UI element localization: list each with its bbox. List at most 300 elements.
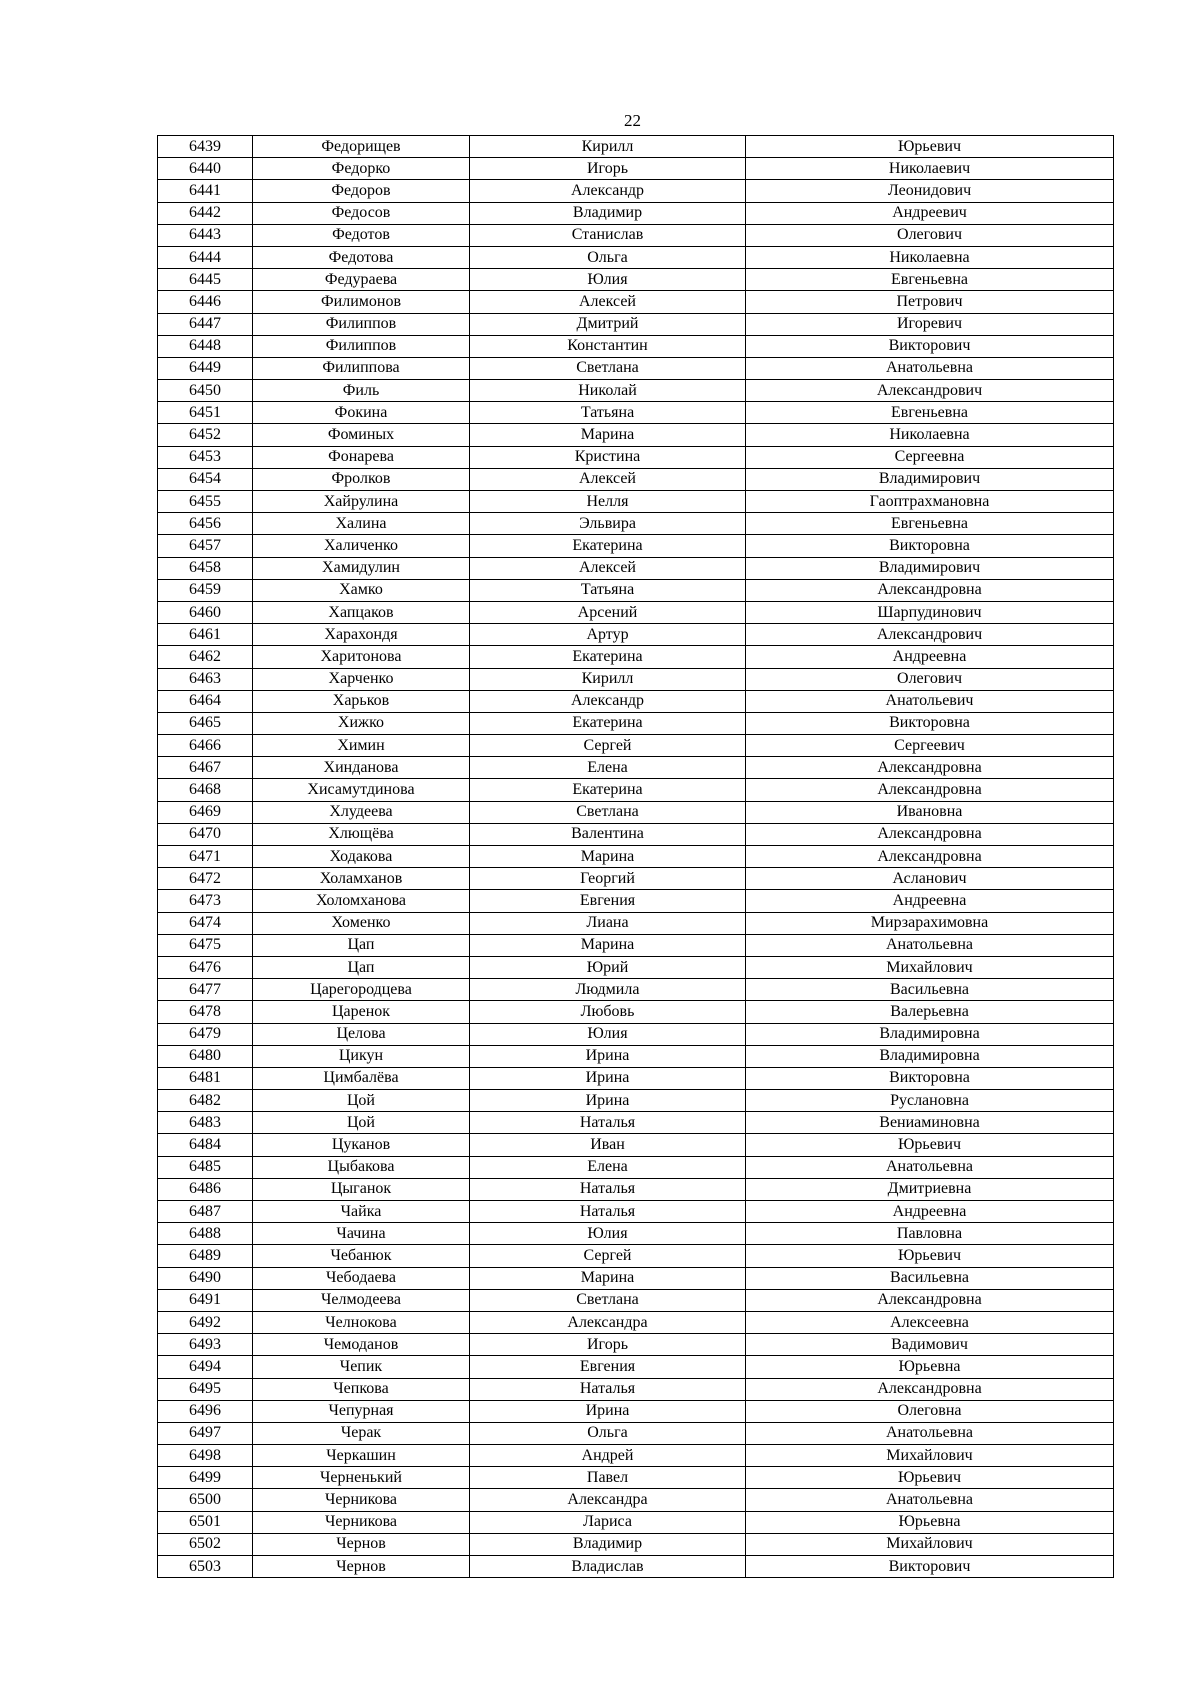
table-row xyxy=(158,402,1114,424)
table-row xyxy=(158,846,1114,868)
patronymic-cell: Викторович xyxy=(746,335,1114,357)
last-name-cell: Федорищев xyxy=(253,136,470,158)
first-name-cell: Алексей xyxy=(470,557,746,579)
last-name-cell: Цимбалёва xyxy=(253,1067,470,1089)
row-number-cell: 6496 xyxy=(158,1400,253,1422)
first-name-cell: Артур xyxy=(470,624,746,646)
first-name-cell: Лариса xyxy=(470,1511,746,1533)
first-name-cell: Юлия xyxy=(470,269,746,291)
last-name-cell: Филиппов xyxy=(253,335,470,357)
patronymic-cell: Евгеньевна xyxy=(746,269,1114,291)
first-name-cell: Евгения xyxy=(470,890,746,912)
table-row xyxy=(158,158,1114,180)
row-number-cell: 6498 xyxy=(158,1445,253,1467)
row-number-cell: 6444 xyxy=(158,246,253,268)
first-name-cell: Александра xyxy=(470,1311,746,1333)
table-row xyxy=(158,246,1114,268)
last-name-cell: Фонарева xyxy=(253,446,470,468)
first-name-cell: Александра xyxy=(470,1489,746,1511)
first-name-cell: Марина xyxy=(470,934,746,956)
table-row xyxy=(158,1067,1114,1089)
first-name-cell: Ирина xyxy=(470,1400,746,1422)
last-name-cell: Царенок xyxy=(253,1001,470,1023)
last-name-cell: Чепик xyxy=(253,1356,470,1378)
first-name-cell: Наталья xyxy=(470,1178,746,1200)
first-name-cell: Кирилл xyxy=(470,136,746,158)
table-row xyxy=(158,601,1114,623)
row-number-cell: 6459 xyxy=(158,579,253,601)
patronymic-cell: Александровна xyxy=(746,1378,1114,1400)
table-row xyxy=(158,202,1114,224)
patronymic-cell: Павловна xyxy=(746,1223,1114,1245)
row-number-cell: 6450 xyxy=(158,380,253,402)
first-name-cell: Андрей xyxy=(470,1445,746,1467)
table-row xyxy=(158,579,1114,601)
last-name-cell: Чебодаева xyxy=(253,1267,470,1289)
first-name-cell: Владимир xyxy=(470,202,746,224)
patronymic-cell: Александрович xyxy=(746,624,1114,646)
first-name-cell: Николай xyxy=(470,380,746,402)
last-name-cell: Цой xyxy=(253,1112,470,1134)
table-row xyxy=(158,1445,1114,1467)
last-name-cell: Холомханова xyxy=(253,890,470,912)
first-name-cell: Иван xyxy=(470,1134,746,1156)
table-row xyxy=(158,757,1114,779)
patronymic-cell: Андреевич xyxy=(746,202,1114,224)
table-row xyxy=(158,424,1114,446)
first-name-cell: Наталья xyxy=(470,1201,746,1223)
patronymic-cell: Николаевна xyxy=(746,246,1114,268)
first-name-cell: Александр xyxy=(470,690,746,712)
table-row xyxy=(158,801,1114,823)
first-name-cell: Георгий xyxy=(470,868,746,890)
patronymic-cell: Сергеевич xyxy=(746,735,1114,757)
row-number-cell: 6439 xyxy=(158,136,253,158)
table-row xyxy=(158,313,1114,335)
row-number-cell: 6502 xyxy=(158,1533,253,1555)
last-name-cell: Федоров xyxy=(253,180,470,202)
table-row xyxy=(158,1489,1114,1511)
table-row xyxy=(158,779,1114,801)
table-row xyxy=(158,1422,1114,1444)
row-number-cell: 6478 xyxy=(158,1001,253,1023)
first-name-cell: Марина xyxy=(470,1267,746,1289)
table-row xyxy=(158,1156,1114,1178)
row-number-cell: 6488 xyxy=(158,1223,253,1245)
row-number-cell: 6503 xyxy=(158,1556,253,1578)
last-name-cell: Цыбакова xyxy=(253,1156,470,1178)
table-row xyxy=(158,1178,1114,1200)
last-name-cell: Чайка xyxy=(253,1201,470,1223)
last-name-cell: Черненький xyxy=(253,1467,470,1489)
patronymic-cell: Владимировна xyxy=(746,1045,1114,1067)
row-number-cell: 6473 xyxy=(158,890,253,912)
patronymic-cell: Гаоптрахмановна xyxy=(746,491,1114,513)
patronymic-cell: Анатольевич xyxy=(746,690,1114,712)
patronymic-cell: Петрович xyxy=(746,291,1114,313)
first-name-cell: Екатерина xyxy=(470,535,746,557)
row-number-cell: 6464 xyxy=(158,690,253,712)
first-name-cell: Владимир xyxy=(470,1533,746,1555)
table-row xyxy=(158,1334,1114,1356)
patronymic-cell: Владимирович xyxy=(746,557,1114,579)
table-row xyxy=(158,357,1114,379)
row-number-cell: 6460 xyxy=(158,601,253,623)
first-name-cell: Светлана xyxy=(470,1289,746,1311)
roster-table xyxy=(157,135,1114,1578)
first-name-cell: Любовь xyxy=(470,1001,746,1023)
first-name-cell: Алексей xyxy=(470,291,746,313)
row-number-cell: 6475 xyxy=(158,934,253,956)
table-row xyxy=(158,735,1114,757)
first-name-cell: Светлана xyxy=(470,801,746,823)
table-row xyxy=(158,291,1114,313)
first-name-cell: Татьяна xyxy=(470,579,746,601)
patronymic-cell: Дмитриевна xyxy=(746,1178,1114,1200)
row-number-cell: 6465 xyxy=(158,712,253,734)
last-name-cell: Черникова xyxy=(253,1511,470,1533)
table-row xyxy=(158,446,1114,468)
last-name-cell: Чачина xyxy=(253,1223,470,1245)
table-row xyxy=(158,1533,1114,1555)
patronymic-cell: Михайлович xyxy=(746,1445,1114,1467)
patronymic-cell: Евгеньевна xyxy=(746,513,1114,535)
last-name-cell: Харьков xyxy=(253,690,470,712)
first-name-cell: Владислав xyxy=(470,1556,746,1578)
last-name-cell: Федотов xyxy=(253,224,470,246)
patronymic-cell: Анатольевна xyxy=(746,1422,1114,1444)
row-number-cell: 6483 xyxy=(158,1112,253,1134)
first-name-cell: Арсений xyxy=(470,601,746,623)
row-number-cell: 6481 xyxy=(158,1067,253,1089)
patronymic-cell: Викторович xyxy=(746,1556,1114,1578)
table-row xyxy=(158,1511,1114,1533)
patronymic-cell: Шарпудинович xyxy=(746,601,1114,623)
patronymic-cell: Викторовна xyxy=(746,1067,1114,1089)
first-name-cell: Александр xyxy=(470,180,746,202)
patronymic-cell: Николаевич xyxy=(746,158,1114,180)
first-name-cell: Ирина xyxy=(470,1067,746,1089)
row-number-cell: 6492 xyxy=(158,1311,253,1333)
row-number-cell: 6441 xyxy=(158,180,253,202)
first-name-cell: Ирина xyxy=(470,1090,746,1112)
last-name-cell: Филимонов xyxy=(253,291,470,313)
patronymic-cell: Сергеевна xyxy=(746,446,1114,468)
patronymic-cell: Анатольевна xyxy=(746,1489,1114,1511)
row-number-cell: 6477 xyxy=(158,979,253,1001)
table-row xyxy=(158,224,1114,246)
table-row xyxy=(158,1090,1114,1112)
table-row xyxy=(158,136,1114,158)
last-name-cell: Черникова xyxy=(253,1489,470,1511)
row-number-cell: 6485 xyxy=(158,1156,253,1178)
patronymic-cell: Мирзарахимовна xyxy=(746,912,1114,934)
last-name-cell: Халиченко xyxy=(253,535,470,557)
patronymic-cell: Юрьевич xyxy=(746,1467,1114,1489)
table-row xyxy=(158,335,1114,357)
first-name-cell: Екатерина xyxy=(470,712,746,734)
patronymic-cell: Вениаминовна xyxy=(746,1112,1114,1134)
patronymic-cell: Евгеньевна xyxy=(746,402,1114,424)
first-name-cell: Марина xyxy=(470,846,746,868)
first-name-cell: Наталья xyxy=(470,1378,746,1400)
last-name-cell: Харитонова xyxy=(253,646,470,668)
row-number-cell: 6463 xyxy=(158,668,253,690)
row-number-cell: 6461 xyxy=(158,624,253,646)
patronymic-cell: Андреевна xyxy=(746,646,1114,668)
row-number-cell: 6494 xyxy=(158,1356,253,1378)
first-name-cell: Павел xyxy=(470,1467,746,1489)
patronymic-cell: Александрович xyxy=(746,380,1114,402)
table-row xyxy=(158,468,1114,490)
last-name-cell: Филиппов xyxy=(253,313,470,335)
first-name-cell: Игорь xyxy=(470,1334,746,1356)
last-name-cell: Черкашин xyxy=(253,1445,470,1467)
table-row xyxy=(158,624,1114,646)
first-name-cell: Марина xyxy=(470,424,746,446)
table-row xyxy=(158,868,1114,890)
table-row xyxy=(158,890,1114,912)
first-name-cell: Татьяна xyxy=(470,402,746,424)
last-name-cell: Федосов xyxy=(253,202,470,224)
first-name-cell: Светлана xyxy=(470,357,746,379)
row-number-cell: 6484 xyxy=(158,1134,253,1156)
row-number-cell: 6470 xyxy=(158,823,253,845)
row-number-cell: 6497 xyxy=(158,1422,253,1444)
row-number-cell: 6454 xyxy=(158,468,253,490)
row-number-cell: 6495 xyxy=(158,1378,253,1400)
first-name-cell: Людмила xyxy=(470,979,746,1001)
patronymic-cell: Анатольевна xyxy=(746,934,1114,956)
table-row xyxy=(158,712,1114,734)
last-name-cell: Хисамутдинова xyxy=(253,779,470,801)
patronymic-cell: Андреевна xyxy=(746,890,1114,912)
patronymic-cell: Валерьевна xyxy=(746,1001,1114,1023)
table-row xyxy=(158,1311,1114,1333)
row-number-cell: 6493 xyxy=(158,1334,253,1356)
row-number-cell: 6500 xyxy=(158,1489,253,1511)
table-row xyxy=(158,557,1114,579)
row-number-cell: 6490 xyxy=(158,1267,253,1289)
last-name-cell: Чепкова xyxy=(253,1378,470,1400)
patronymic-cell: Александровна xyxy=(746,823,1114,845)
first-name-cell: Нелля xyxy=(470,491,746,513)
table-row xyxy=(158,1223,1114,1245)
last-name-cell: Чебанюк xyxy=(253,1245,470,1267)
roster-table-body xyxy=(158,136,1114,1578)
table-row xyxy=(158,646,1114,668)
first-name-cell: Дмитрий xyxy=(470,313,746,335)
table-row xyxy=(158,380,1114,402)
table-row xyxy=(158,180,1114,202)
last-name-cell: Чернов xyxy=(253,1556,470,1578)
patronymic-cell: Юрьевич xyxy=(746,1245,1114,1267)
row-number-cell: 6501 xyxy=(158,1511,253,1533)
table-row xyxy=(158,1045,1114,1067)
first-name-cell: Екатерина xyxy=(470,646,746,668)
row-number-cell: 6491 xyxy=(158,1289,253,1311)
table-row xyxy=(158,513,1114,535)
first-name-cell: Станислав xyxy=(470,224,746,246)
last-name-cell: Федотова xyxy=(253,246,470,268)
table-row xyxy=(158,1112,1114,1134)
patronymic-cell: Васильевна xyxy=(746,979,1114,1001)
last-name-cell: Цуканов xyxy=(253,1134,470,1156)
table-row xyxy=(158,1267,1114,1289)
row-number-cell: 6440 xyxy=(158,158,253,180)
last-name-cell: Хижко xyxy=(253,712,470,734)
last-name-cell: Харченко xyxy=(253,668,470,690)
row-number-cell: 6447 xyxy=(158,313,253,335)
table-row xyxy=(158,1289,1114,1311)
row-number-cell: 6469 xyxy=(158,801,253,823)
row-number-cell: 6476 xyxy=(158,956,253,978)
last-name-cell: Челмодеева xyxy=(253,1289,470,1311)
patronymic-cell: Юрьевич xyxy=(746,1134,1114,1156)
patronymic-cell: Юрьевна xyxy=(746,1511,1114,1533)
patronymic-cell: Игоревич xyxy=(746,313,1114,335)
row-number-cell: 6449 xyxy=(158,357,253,379)
last-name-cell: Фролков xyxy=(253,468,470,490)
row-number-cell: 6453 xyxy=(158,446,253,468)
last-name-cell: Цыганок xyxy=(253,1178,470,1200)
first-name-cell: Ирина xyxy=(470,1045,746,1067)
patronymic-cell: Александровна xyxy=(746,1289,1114,1311)
row-number-cell: 6471 xyxy=(158,846,253,868)
table-row xyxy=(158,1556,1114,1578)
row-number-cell: 6472 xyxy=(158,868,253,890)
table-row xyxy=(158,1467,1114,1489)
table-row xyxy=(158,979,1114,1001)
first-name-cell: Екатерина xyxy=(470,779,746,801)
first-name-cell: Лиана xyxy=(470,912,746,934)
last-name-cell: Хинданова xyxy=(253,757,470,779)
last-name-cell: Черак xyxy=(253,1422,470,1444)
table-row xyxy=(158,1378,1114,1400)
patronymic-cell: Леонидович xyxy=(746,180,1114,202)
row-number-cell: 6474 xyxy=(158,912,253,934)
row-number-cell: 6443 xyxy=(158,224,253,246)
last-name-cell: Чемоданов xyxy=(253,1334,470,1356)
row-number-cell: 6486 xyxy=(158,1178,253,1200)
table-row xyxy=(158,491,1114,513)
last-name-cell: Холамханов xyxy=(253,868,470,890)
table-row xyxy=(158,1356,1114,1378)
row-number-cell: 6448 xyxy=(158,335,253,357)
row-number-cell: 6457 xyxy=(158,535,253,557)
table-row xyxy=(158,823,1114,845)
table-row xyxy=(158,1134,1114,1156)
row-number-cell: 6451 xyxy=(158,402,253,424)
patronymic-cell: Викторовна xyxy=(746,712,1114,734)
first-name-cell: Кирилл xyxy=(470,668,746,690)
first-name-cell: Ольга xyxy=(470,1422,746,1444)
table-row xyxy=(158,668,1114,690)
patronymic-cell: Викторовна xyxy=(746,535,1114,557)
first-name-cell: Елена xyxy=(470,757,746,779)
last-name-cell: Федураева xyxy=(253,269,470,291)
table-row xyxy=(158,1023,1114,1045)
row-number-cell: 6442 xyxy=(158,202,253,224)
last-name-cell: Фоминых xyxy=(253,424,470,446)
table-row xyxy=(158,934,1114,956)
patronymic-cell: Асланович xyxy=(746,868,1114,890)
table-row xyxy=(158,1400,1114,1422)
last-name-cell: Челнокова xyxy=(253,1311,470,1333)
patronymic-cell: Николаевна xyxy=(746,424,1114,446)
first-name-cell: Игорь xyxy=(470,158,746,180)
row-number-cell: 6468 xyxy=(158,779,253,801)
patronymic-cell: Юрьевич xyxy=(746,136,1114,158)
patronymic-cell: Алексеевна xyxy=(746,1311,1114,1333)
patronymic-cell: Олегович xyxy=(746,224,1114,246)
patronymic-cell: Михайлович xyxy=(746,1533,1114,1555)
last-name-cell: Чепурная xyxy=(253,1400,470,1422)
last-name-cell: Царегородцева xyxy=(253,979,470,1001)
patronymic-cell: Александровна xyxy=(746,846,1114,868)
patronymic-cell: Владимирович xyxy=(746,468,1114,490)
last-name-cell: Халина xyxy=(253,513,470,535)
last-name-cell: Цикун xyxy=(253,1045,470,1067)
first-name-cell: Наталья xyxy=(470,1112,746,1134)
patronymic-cell: Андреевна xyxy=(746,1201,1114,1223)
row-number-cell: 6455 xyxy=(158,491,253,513)
row-number-cell: 6462 xyxy=(158,646,253,668)
last-name-cell: Чернов xyxy=(253,1533,470,1555)
patronymic-cell: Вадимович xyxy=(746,1334,1114,1356)
last-name-cell: Хлудеева xyxy=(253,801,470,823)
row-number-cell: 6446 xyxy=(158,291,253,313)
row-number-cell: 6456 xyxy=(158,513,253,535)
last-name-cell: Хоменко xyxy=(253,912,470,934)
table-row xyxy=(158,1001,1114,1023)
last-name-cell: Хлющёва xyxy=(253,823,470,845)
patronymic-cell: Юрьевна xyxy=(746,1356,1114,1378)
last-name-cell: Химин xyxy=(253,735,470,757)
patronymic-cell: Олегович xyxy=(746,668,1114,690)
last-name-cell: Хайрулина xyxy=(253,491,470,513)
table-row xyxy=(158,535,1114,557)
table-row xyxy=(158,269,1114,291)
table-row xyxy=(158,690,1114,712)
patronymic-cell: Олеговна xyxy=(746,1400,1114,1422)
first-name-cell: Валентина xyxy=(470,823,746,845)
patronymic-cell: Александровна xyxy=(746,779,1114,801)
first-name-cell: Юрий xyxy=(470,956,746,978)
table-row xyxy=(158,956,1114,978)
patronymic-cell: Александровна xyxy=(746,757,1114,779)
first-name-cell: Эльвира xyxy=(470,513,746,535)
last-name-cell: Цап xyxy=(253,934,470,956)
first-name-cell: Ольга xyxy=(470,246,746,268)
first-name-cell: Елена xyxy=(470,1156,746,1178)
row-number-cell: 6467 xyxy=(158,757,253,779)
first-name-cell: Юлия xyxy=(470,1223,746,1245)
last-name-cell: Хамко xyxy=(253,579,470,601)
patronymic-cell: Ивановна xyxy=(746,801,1114,823)
table-row xyxy=(158,912,1114,934)
last-name-cell: Ходакова xyxy=(253,846,470,868)
table-row xyxy=(158,1201,1114,1223)
last-name-cell: Харахондя xyxy=(253,624,470,646)
row-number-cell: 6487 xyxy=(158,1201,253,1223)
last-name-cell: Хапцаков xyxy=(253,601,470,623)
last-name-cell: Целова xyxy=(253,1023,470,1045)
patronymic-cell: Александровна xyxy=(746,579,1114,601)
last-name-cell: Цой xyxy=(253,1090,470,1112)
last-name-cell: Филь xyxy=(253,380,470,402)
row-number-cell: 6479 xyxy=(158,1023,253,1045)
